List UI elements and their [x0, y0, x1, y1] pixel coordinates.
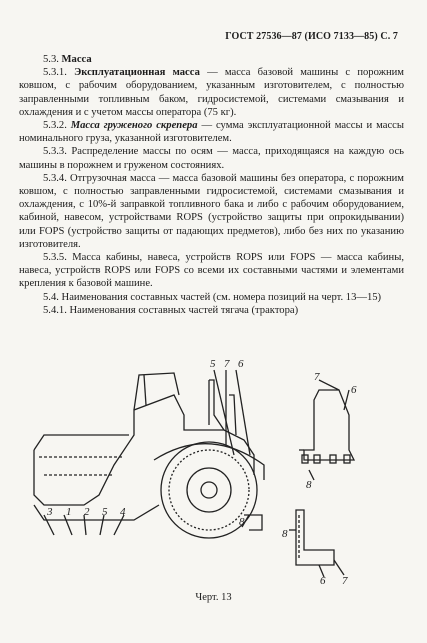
- detail-bottom-label-6: 6: [320, 575, 326, 585]
- detail-top-label-6: 6: [351, 384, 357, 396]
- figure-label-4: 4: [120, 506, 126, 518]
- tractor-body-outline: [34, 395, 254, 505]
- section-5-3-3: 5.3.3. Распределение массы по осям — масса, приходящаяся на каждую ось машины в порожнем и груженом состояниях.: [19, 146, 404, 171]
- base-plate: [34, 505, 159, 520]
- section-5-3-1: 5.3.1. Эксплуатационная масса — масса базовой машины с порожним ковшом, с рабочим оборудованием, указанным изготовителем, с полностью заправленными топливным баком, гидросистемой, системами смазывания и охлаждения и с учетом массы оператора (75 кг).: [19, 67, 404, 118]
- figure-label-5-bottom: 5: [102, 506, 108, 518]
- cab-outline: [134, 373, 179, 410]
- section-5-3-5: 5.3.5. Масса кабины, навеса, устройств ROPS или FOPS — масса кабины, навеса, устройств ROPS или FOPS со всеми их составными частями и элементами крепления к базовой машине.: [19, 252, 404, 290]
- detail-bottom-label-8: 8: [282, 528, 288, 540]
- page-header: ГОСТ 27536—87 (ИСО 7133—85) С. 7: [225, 31, 398, 42]
- figure-label-1: 1: [66, 506, 72, 518]
- figure-label-8-main: 8: [239, 516, 245, 528]
- figure-label-3: 3: [47, 506, 53, 518]
- figure-label-2: 2: [84, 506, 90, 518]
- section-5-4-1: 5.4.1. Наименования составных частей тягача (трактора): [43, 304, 299, 316]
- tractor-figure: [14, 355, 414, 585]
- detail-top-label-8: 8: [306, 479, 312, 491]
- body-text: [19, 53, 404, 317]
- figure-label-6-top: 6: [238, 358, 244, 370]
- section-5-3: 5.3. Масса: [43, 54, 92, 65]
- detail-bottom-label-7: 7: [342, 575, 348, 585]
- detail-bottom-bracket: [296, 510, 334, 565]
- wheel-hub: [187, 468, 231, 512]
- figure-caption: Черт. 13: [195, 592, 232, 603]
- section-5-3-4: 5.3.4. Отгрузочная масса — масса базовой машины без оператора, с порожним ковшом, с полностью заправленными гидросистемой, системами смазывания и охлаждения, с 10%-й заправкой топливного бака и либо с рабочим оборудованием, кабиной, навесом, устройствами ROPS (устройство защиты при опрокидывании) или FOPS (устройство защиты от падающих предметов), либо без них по указанию изготовителя.: [19, 172, 404, 250]
- detail-top-label-7: 7: [314, 371, 320, 383]
- figure-label-7-top: 7: [224, 358, 230, 370]
- figure-label-5-top: 5: [210, 358, 216, 370]
- section-5-3-2: 5.3.2. Масса груженого скрепера — сумма эксплуатационной массы и массы номинального груза, указанной изготовителем.: [19, 120, 404, 145]
- section-5-4: 5.4. Наименования составных частей (см. номера позиций на черт. 13—15): [43, 291, 382, 303]
- tractor-drawing: [14, 355, 414, 585]
